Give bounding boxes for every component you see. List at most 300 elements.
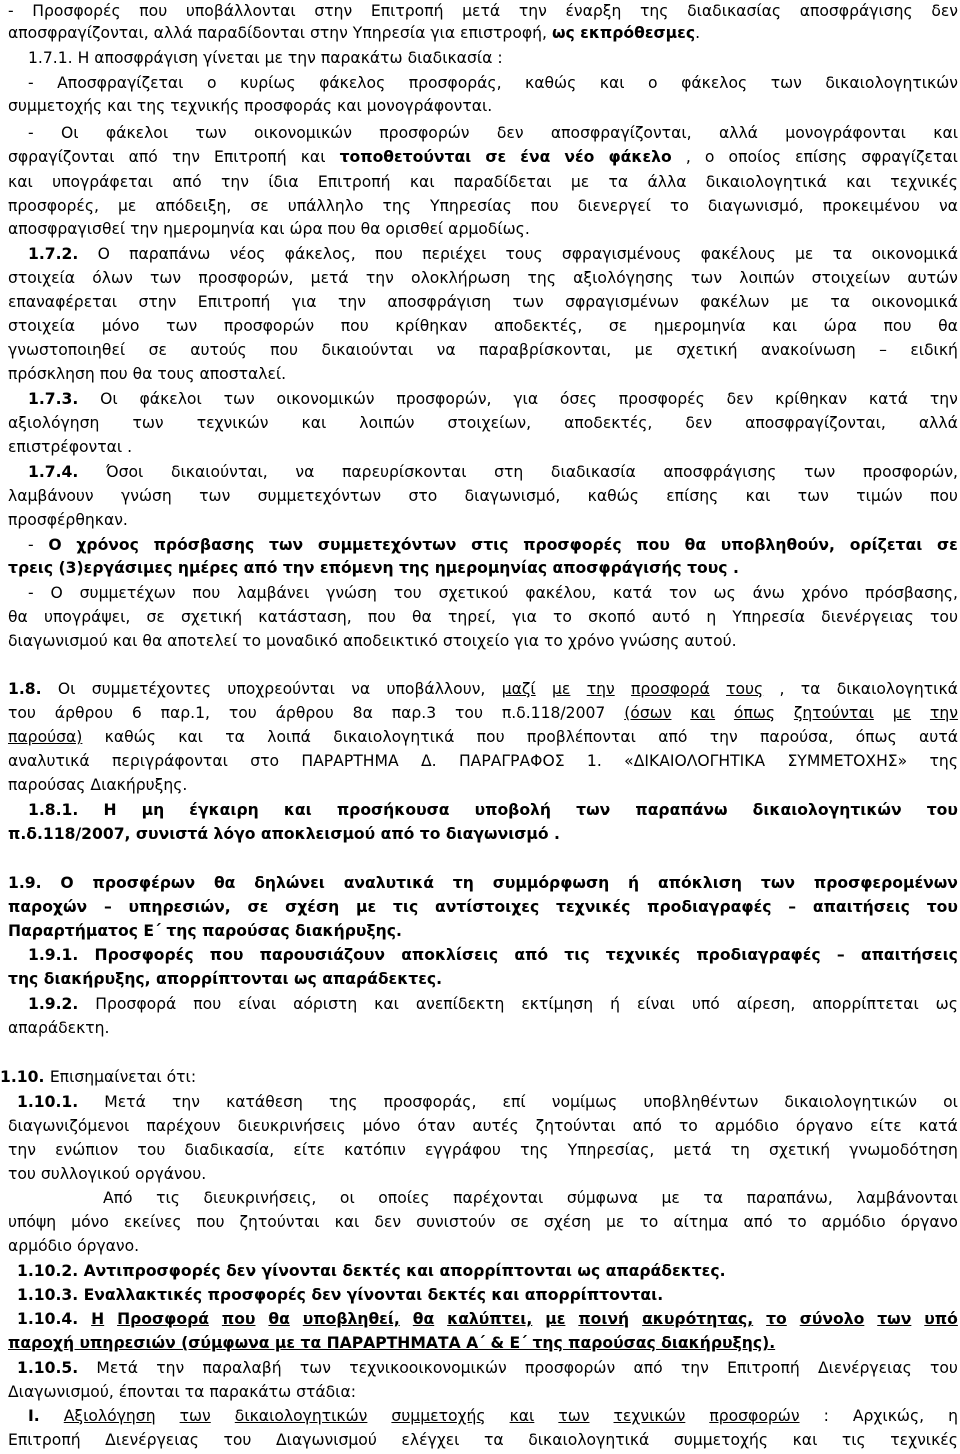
word: δικαιολογητικών <box>752 801 902 819</box>
word: θα <box>938 317 958 335</box>
word: το <box>639 1213 659 1231</box>
word: απόδειξη, <box>155 197 232 215</box>
word: προσήκουσα <box>336 801 450 819</box>
word: που <box>192 584 221 602</box>
word: συμμετέχων <box>79 584 176 602</box>
word: και <box>178 728 203 746</box>
word: στο <box>250 752 280 770</box>
word: - <box>28 584 34 602</box>
word: - <box>28 74 34 92</box>
word: και <box>690 704 716 722</box>
word: Υπηρεσίας, <box>567 1141 655 1159</box>
word: άρθρου <box>54 704 113 722</box>
word: θα <box>684 536 707 554</box>
word: αυτό <box>651 608 691 626</box>
word: υποβληθέντων <box>643 1093 759 1111</box>
word: αίτημα <box>673 1213 729 1231</box>
word: – <box>103 898 112 916</box>
word: δεν <box>931 2 958 20</box>
word: μη <box>141 801 165 819</box>
text-line <box>0 965 960 993</box>
word: την <box>518 2 547 20</box>
word: είτε <box>870 1117 902 1135</box>
word: του <box>393 584 422 602</box>
word: η <box>948 1407 958 1425</box>
word: η <box>706 608 717 626</box>
word: συμμετεχόντων <box>317 536 457 554</box>
word: στην <box>314 2 353 20</box>
word: Από <box>103 1189 133 1207</box>
word: Διενέργειας <box>105 1431 199 1449</box>
word: ο <box>648 74 658 92</box>
text-line <box>0 360 960 388</box>
word: ώρα <box>823 317 857 335</box>
word: σε <box>250 197 269 215</box>
word: των <box>558 1407 590 1425</box>
word: γνωμοδότηση <box>849 1141 958 1159</box>
word: τα <box>484 1431 504 1449</box>
word: με <box>795 245 814 263</box>
word: για <box>512 608 537 626</box>
word: όταν <box>417 1117 456 1135</box>
word: 1.10.1. <box>17 1093 79 1111</box>
word: που <box>340 317 369 335</box>
word: τα <box>608 173 629 191</box>
word: σε <box>937 536 958 554</box>
word: νομίμως <box>551 1093 618 1111</box>
word: δεν <box>496 124 524 142</box>
word: προσφορές, <box>8 197 99 215</box>
text-line <box>0 1329 960 1357</box>
word: αντίστοιχες <box>434 898 540 916</box>
word: ανακοίνωση <box>760 341 856 359</box>
word: και <box>772 317 798 335</box>
word: όπως <box>733 704 776 722</box>
word: - <box>8 2 14 20</box>
word: στο <box>408 487 438 505</box>
text-line <box>0 1063 960 1091</box>
word: πρόσβασης, <box>865 584 958 602</box>
word: από <box>633 1359 663 1377</box>
word: όλων <box>92 269 133 287</box>
word: καλύπτει, <box>447 1310 533 1328</box>
word: παραβρίσκονται, <box>479 341 612 359</box>
word: φάκελοι <box>105 124 169 142</box>
word: την <box>365 269 394 287</box>
word: φάκελος <box>681 74 748 92</box>
text-line <box>0 627 960 655</box>
word: γνωστοποιηθεί <box>8 341 126 359</box>
word: μονογράφονται <box>785 124 906 142</box>
word: προσφέρων <box>92 874 196 892</box>
word: των <box>576 801 611 819</box>
word: να <box>295 463 315 481</box>
word: προσφορών, <box>396 390 492 408</box>
word: 1. <box>586 752 602 770</box>
word: μόνο <box>362 1117 401 1135</box>
word: οικονομικά <box>871 245 958 263</box>
word: με <box>790 293 809 311</box>
word: τα <box>832 245 853 263</box>
word: μετά <box>462 2 501 20</box>
word: προσφορών, <box>198 269 294 287</box>
word: : <box>823 1407 829 1425</box>
word: ΠΑΡΑΓΡΑΦΟΣ <box>458 752 565 770</box>
word: ο <box>704 148 715 166</box>
word: έγκαιρη <box>189 801 259 819</box>
word: 1.8. <box>8 680 42 698</box>
text-segment: Επισημαίνεται ότι: <box>49 1068 197 1086</box>
text-segment: αποσφραγισθεί την ημερομηνία και ώρα που θα ορισθεί αρμοδίως. <box>8 220 530 238</box>
word: επίσης <box>795 148 848 166</box>
word: επί <box>502 1093 526 1111</box>
word: αξιολόγησης <box>573 269 674 287</box>
word: 1.8.1. <box>28 801 79 819</box>
word: από <box>172 173 202 191</box>
word: περιγράφονται <box>112 752 228 770</box>
word: και <box>283 801 312 819</box>
text-segment: διαγωνισμού και θα αποτελεί το μοναδικό αποδεικτικό στοιχείο για το χρόνο γνώσης αυτού. <box>8 632 737 650</box>
word: γνώση <box>326 584 377 602</box>
word: του <box>926 898 958 916</box>
word: 1.9. <box>8 874 42 892</box>
word: δηλώνει <box>254 874 325 892</box>
word: και <box>409 173 435 191</box>
word: υπογράφεται <box>52 173 154 191</box>
word: σύνολο <box>799 1310 865 1328</box>
word: αλλά <box>918 414 958 432</box>
text-line <box>0 506 960 534</box>
word: όργανο <box>900 1213 958 1231</box>
word: των <box>166 317 198 335</box>
word: την <box>8 1141 36 1159</box>
word: την <box>586 680 615 698</box>
word: είναι <box>636 995 675 1013</box>
text-line <box>0 1232 960 1260</box>
word: για <box>513 390 539 408</box>
word: με <box>545 1310 566 1328</box>
word: κρίθηκαν <box>395 317 468 335</box>
word: αίρεση, <box>736 995 796 1013</box>
word: (όσων <box>624 704 672 722</box>
word: των <box>179 1407 211 1425</box>
word: - <box>28 536 34 554</box>
word: λαμβάνουν <box>8 487 94 505</box>
text-segment: επιστρέφονται . <box>8 438 133 456</box>
word: και <box>509 1407 535 1425</box>
text-segment: Παραρτήματος Ε΄ της παρούσας διακήρυξης. <box>8 922 402 940</box>
word: οι <box>943 1093 958 1111</box>
word: θα <box>213 874 236 892</box>
word: τις <box>156 1189 180 1207</box>
word: παρούσα) <box>8 728 83 746</box>
word: απορρίπτεται <box>812 995 919 1013</box>
word: προσφορά <box>631 680 710 698</box>
word: καθώς <box>104 728 156 746</box>
word: καθώς <box>525 74 577 92</box>
word: λαμβάνονται <box>856 1189 958 1207</box>
word: με <box>634 341 654 359</box>
word: απόκλιση <box>658 874 743 892</box>
text-segment: ως εκπρόθεσμες <box>551 24 696 42</box>
word: ορίζεται <box>849 536 923 554</box>
word: τεχνικοοικονομικών <box>349 1359 507 1377</box>
text-segment: Διαγωνισμού, έπονται τα παρακάτω στάδια: <box>8 1383 356 1401</box>
word: στοιχεία <box>8 269 76 287</box>
word: τεχνικές <box>556 898 631 916</box>
word: παρούσα, <box>760 728 834 746</box>
word: αυτά <box>919 728 958 746</box>
word: των <box>199 487 231 505</box>
word: τιμών <box>856 487 903 505</box>
word: φάκελος <box>319 74 386 92</box>
word: από <box>128 148 158 166</box>
word: ο <box>206 74 217 92</box>
word: και <box>334 1213 360 1231</box>
word: αναλυτικά <box>343 874 434 892</box>
word: προβλέπονται <box>526 728 636 746</box>
word: των <box>299 1359 332 1377</box>
text-segment: της διακήρυξης, απορρίπτονται ως απαράδεκτες. <box>8 970 443 988</box>
word: παραπάνω <box>635 801 728 819</box>
word: θα <box>268 1310 290 1328</box>
word: εκτίμηση <box>521 995 594 1013</box>
text-segment: απαράδεκτη. <box>8 1019 110 1037</box>
word: που <box>636 536 670 554</box>
word: της <box>329 1093 358 1111</box>
word: τα <box>800 680 821 698</box>
word: δικαιολογητικών <box>784 1093 918 1111</box>
word: προσφοράς, <box>408 74 502 92</box>
word: παρέχονται <box>453 1189 544 1207</box>
word: έναρξη <box>565 2 622 20</box>
word: δικαιολογητικά <box>528 1431 650 1449</box>
word: Μετά <box>104 1093 146 1111</box>
word: Οι <box>100 390 118 408</box>
word: που <box>476 728 505 746</box>
word: – <box>836 946 845 964</box>
word: δικαιολογητικά <box>705 173 827 191</box>
word: τα <box>225 728 245 746</box>
word: διαδικασία <box>550 463 636 481</box>
word: των <box>797 487 829 505</box>
word: που <box>367 608 396 626</box>
word: τα <box>703 1189 724 1207</box>
word: του <box>455 704 483 722</box>
word: και <box>374 995 399 1013</box>
word: οικονομικά <box>871 293 958 311</box>
text-segment: . <box>695 24 701 42</box>
word: των <box>804 463 836 481</box>
text-segment: αποσφραγίζονται, αλλά παραδίδονται στην Υπηρεσία για επιστροφή, <box>8 24 552 42</box>
word: Προσφορές <box>32 2 121 20</box>
word: τις <box>392 898 419 916</box>
word: παραδίδεται <box>453 173 552 191</box>
word: Υπηρεσίας <box>430 197 512 215</box>
word: – <box>879 341 887 359</box>
word: ζητούνται <box>535 1117 616 1135</box>
text-line <box>0 215 960 243</box>
word: τις <box>841 1431 866 1449</box>
text-segment: 1.10.3. Εναλλακτικές προσφορές δεν γίνονται δεκτές και απορρίπτονται. <box>17 1286 664 1304</box>
word: αποσφραγίζονται, <box>550 124 692 142</box>
word: ολοκλήρωση <box>411 269 511 287</box>
word: να <box>436 341 456 359</box>
word: υποβάλλονται <box>185 2 296 20</box>
word: 1.9.1. <box>28 946 79 964</box>
word: 6 <box>131 704 142 722</box>
word: των <box>223 390 255 408</box>
word: που <box>270 341 299 359</box>
word: μόνο <box>71 1213 109 1231</box>
word: του <box>8 704 36 722</box>
word: το <box>678 1117 698 1135</box>
word: με <box>552 680 571 698</box>
word: στοιχεία <box>8 317 76 335</box>
word: παρουσιάζουν <box>259 946 386 964</box>
word: κρίθηκαν <box>775 390 848 408</box>
word: προσφορές <box>523 536 622 554</box>
word: λοιπών <box>739 269 795 287</box>
word: που <box>929 487 958 505</box>
word: παροχών <box>8 898 88 916</box>
word: τη <box>452 874 474 892</box>
word: και <box>599 74 625 92</box>
word: χρόνο <box>801 584 849 602</box>
word: υπόψη <box>8 1213 57 1231</box>
word: επαναφέρεται <box>8 293 118 311</box>
word: των <box>195 124 227 142</box>
text-line <box>0 771 960 799</box>
word: φάκελοι <box>139 390 202 408</box>
word: τοποθετούνται <box>339 148 472 166</box>
word: των <box>770 74 802 92</box>
word: ως <box>713 584 736 602</box>
word: όσες <box>559 390 597 408</box>
word: με <box>892 704 912 722</box>
word: την <box>171 1093 200 1111</box>
word: με <box>661 1189 680 1207</box>
word: την <box>156 1359 185 1377</box>
word: τεχνικών <box>196 414 269 432</box>
word: ή <box>610 995 620 1013</box>
word: προσφοράς, <box>383 1093 477 1111</box>
word: ειδική <box>910 341 958 359</box>
word: Όσοι <box>105 463 144 481</box>
word: δικαιούνται, <box>170 463 268 481</box>
word: ενώπιον <box>55 1141 119 1159</box>
word: της <box>520 1141 549 1159</box>
word: στοιχείων, <box>447 414 532 432</box>
word: αυτές <box>472 1117 519 1135</box>
word: τεχνικές <box>890 173 958 191</box>
word: διαδικασία, <box>184 1141 275 1159</box>
word: που <box>209 946 244 964</box>
word: κατά <box>868 390 909 408</box>
word: μετά <box>673 1141 712 1159</box>
word: Ο <box>97 245 110 263</box>
word: να <box>351 680 371 698</box>
word: του <box>223 1431 252 1449</box>
word: Οι <box>57 680 76 698</box>
word: οικονομικών <box>276 390 375 408</box>
word: ίδια <box>268 173 299 191</box>
word: τους <box>726 680 764 698</box>
word: υποβολή <box>474 801 552 819</box>
word: π.δ.118/2007 <box>501 704 606 722</box>
word: ανεπίδεκτη <box>415 995 505 1013</box>
word: και <box>846 173 871 191</box>
word: από <box>514 946 549 964</box>
word: που <box>196 1213 225 1231</box>
word: παραπάνω <box>129 245 211 263</box>
word: λοιπών <box>359 414 415 432</box>
text-segment: του συλλογικού οργάνου. <box>8 1165 207 1183</box>
word: 1.7.4. <box>28 463 79 481</box>
word: προκειμένου <box>822 197 920 215</box>
word: συμμετέχοντες <box>91 680 212 698</box>
word: όργανο <box>795 1117 854 1135</box>
word: Ο <box>48 536 62 554</box>
word: 1.10.5. <box>17 1359 79 1377</box>
word: σχετική <box>181 608 243 626</box>
word: των <box>512 293 544 311</box>
word: Δ. <box>420 752 437 770</box>
word: ΣΥΜΜΕΤΟΧΗΣ» <box>787 752 908 770</box>
text-segment: 1.7.1. Η αποσφράγιση γίνεται με την παρακάτω διαδικασία : <box>28 49 503 67</box>
word: «ΔΙΚΑΙΟΛΟΓΗΤΙΚΑ <box>624 752 766 770</box>
word: σφραγισμένων <box>565 293 679 311</box>
word: 1.10.4. <box>17 1310 79 1328</box>
word: δεν <box>374 1213 402 1231</box>
word: συμμόρφωση <box>492 874 610 892</box>
text-segment: συμμετοχής και της τεχνικής προσφοράς και μονογράφονται. <box>8 97 493 115</box>
word: Ο <box>60 874 74 892</box>
text-line <box>0 92 960 120</box>
word: Διαγωνισμού <box>276 1431 377 1449</box>
word: Υπηρεσία <box>732 608 805 626</box>
word: την <box>709 728 738 746</box>
text-line <box>0 433 960 461</box>
word: υπάλληλο <box>287 197 364 215</box>
word: δεν <box>726 390 754 408</box>
word: κατά <box>918 1117 958 1135</box>
word: περιέχει <box>422 245 487 263</box>
word: εκείνες <box>123 1213 182 1231</box>
word: Αρχικώς, <box>852 1407 925 1425</box>
word: προσφορών <box>525 1359 616 1377</box>
word: των <box>132 414 164 432</box>
word: αρμόδιο <box>714 1117 779 1135</box>
word: Οι <box>60 124 79 142</box>
word: διενεργεί <box>577 197 651 215</box>
word: , <box>779 680 785 698</box>
word: δικαιολογητικών <box>825 74 958 92</box>
word: διαγωνισμό, <box>464 487 561 505</box>
word: ή <box>628 874 640 892</box>
word: Ι. <box>28 1407 40 1425</box>
word: και <box>8 173 33 191</box>
word: απαιτήσεις <box>812 898 910 916</box>
word: - <box>28 124 34 142</box>
word: παρ.1, <box>160 704 210 722</box>
word: τους <box>505 245 543 263</box>
word: υποβληθούν, <box>720 536 835 554</box>
word: παρ.3 <box>391 704 437 722</box>
word: που <box>221 1310 256 1328</box>
word: για <box>291 293 317 311</box>
word: την <box>929 390 958 408</box>
